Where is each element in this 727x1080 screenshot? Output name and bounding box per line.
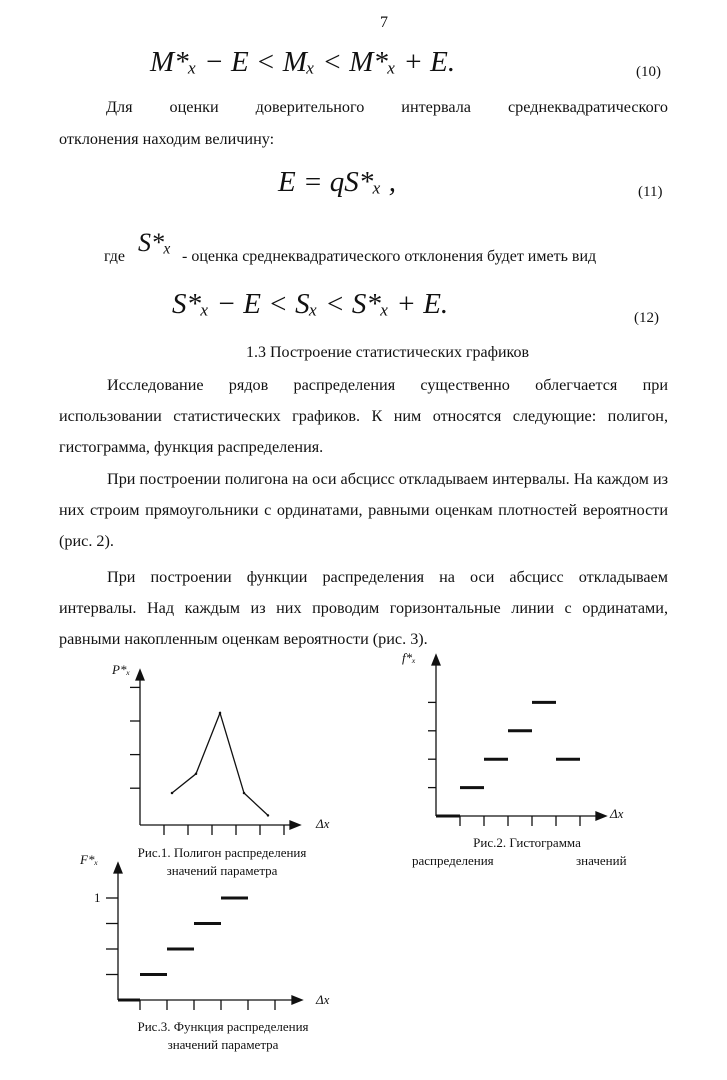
fig1-point-3 [219, 712, 220, 713]
formula-11: E = qS*ₓ , [278, 166, 397, 198]
paragraph-1-line-2: отклонения находим величину: [59, 130, 275, 148]
page-number: 7 [380, 14, 388, 31]
fig3-x-label: Δx [316, 992, 330, 1007]
fig3-caption-line-1: Рис.3. Функция распределения [137, 1019, 309, 1034]
equation-number-12: (12) [634, 310, 659, 326]
fig1-y-label: P*ₓ [112, 662, 131, 677]
fig1-chart [110, 665, 310, 855]
fig3-y-label: F*ₓ [80, 852, 99, 867]
fig2-caption-line-2b: значений [576, 853, 627, 868]
fig2-y-arrow [432, 655, 440, 665]
section-heading: 1.3 Построение статистических графиков [246, 344, 530, 361]
fig3-caption-line-2: значений параметра [167, 1037, 279, 1052]
equation-number-10: (10) [636, 64, 661, 80]
fig3-chart [110, 858, 330, 1018]
where-line [104, 226, 664, 270]
fig1-point-4 [243, 792, 244, 793]
fig2-x-arrow [596, 812, 606, 820]
fig1-x-arrow [290, 821, 300, 829]
fig2-chart [420, 650, 630, 840]
fig3-y-arrow [114, 863, 122, 873]
paragraph-2: Исследование рядов распределения существенно облегчается при использовании статистических графиков. К ним относятся следующие: полигон, гистограмма, функция распределения. [59, 376, 668, 456]
where-word: где [104, 248, 126, 265]
fig1-point-2 [195, 773, 196, 774]
fig1-point-1 [171, 792, 172, 793]
fig3-y-tick-one: 1 [94, 890, 101, 905]
fig1-caption-line-1: Рис.1. Полигон распределения [137, 845, 307, 860]
formula-10: M*ₓ − E < Mₓ < M*ₓ + E. [150, 46, 456, 78]
fig2-caption-line-2a: распределения [412, 853, 494, 868]
where-text: - оценка среднеквадратического отклонения будет иметь вид [182, 248, 597, 265]
equation-number-11: (11) [638, 184, 663, 200]
formula-12: S*ₓ − E < Sₓ < S*ₓ + E. [172, 288, 449, 320]
fig2-y-label: f*ₓ [402, 650, 416, 665]
paragraph-1-line-1: Для оценки доверительного интервала среднеквадратического [106, 98, 668, 116]
fig1-caption-line-2: значений параметра [166, 863, 278, 878]
fig1-y-arrow [136, 670, 144, 680]
paragraph-4: При построении функции распределения на оси абсцисс откладываем интервалы. Над каждым из них проводим горизонтальные линии с ординатами, равными накопленным оценкам вероятности (рис. 3). [59, 568, 668, 648]
fig1-point-5 [267, 815, 268, 816]
paragraph-3: При построении полигона на оси абсцисс откладываем интервалы. На каждом из них строим прямоугольники с ординатами, равными оценкам плотностей вероятности (рис. 2). [59, 470, 668, 550]
fig1-polygon-line [172, 713, 268, 815]
fig2-x-label: Δx [610, 806, 624, 821]
fig2-caption-line-1: Рис.2. Гистограмма [473, 835, 581, 850]
fig1-x-label: Δx [316, 816, 330, 831]
where-symbol: S*ₓ [138, 228, 172, 257]
fig3-x-arrow [292, 996, 302, 1004]
